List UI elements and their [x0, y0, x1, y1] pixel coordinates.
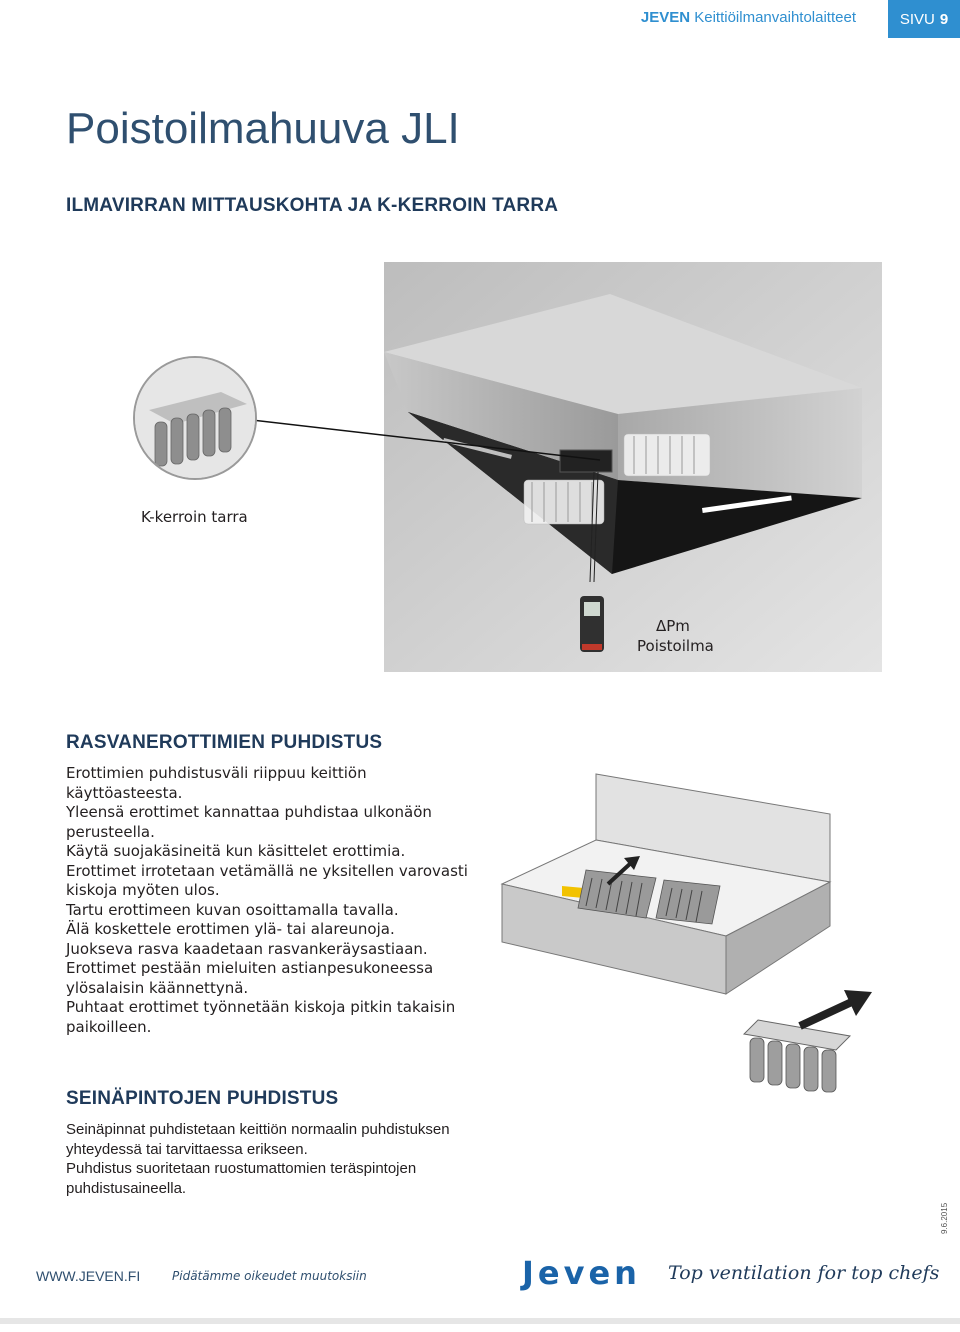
document-date: 9.6.2015 [940, 1202, 949, 1234]
instruction-line: Erottimet pestään mieluiten astianpesukoneessa [66, 959, 434, 977]
footer-url[interactable]: WWW.JEVEN.FI [36, 1268, 141, 1284]
section-heading-measurement: ILMAVIRRAN MITTAUSKOHTA JA K-KERROIN TARRA [66, 195, 559, 216]
instruction-line: Seinäpinnat puhdistetaan keittiön normaalin puhdistuksen [66, 1121, 450, 1138]
instruction-line: Juokseva rasva kaadetaan rasvankeräysastiaan. [66, 939, 428, 958]
instruction-line: perusteella. [66, 822, 155, 841]
hood-drawing [496, 766, 846, 996]
instruction-line: kiskoja myöten ulos. [66, 881, 220, 899]
label-poistoilma: Poistoilma [637, 637, 714, 655]
label-delta-pm: ΔPm [656, 617, 690, 635]
hood-drawing-svg [496, 766, 846, 996]
instruction-line: Yleensä erottimet kannattaa puhdistaa ulkonäön [66, 803, 432, 821]
wall-cleaning-instructions [66, 1120, 506, 1198]
instruction-line: ylösalaisin käännettynä. [66, 978, 249, 997]
instruction-line: Tartu erottimeen kuvan osoittamalla tavalla. [66, 900, 399, 919]
label-k-factor: K-kerroin tarra [141, 508, 248, 526]
filter-removal-drawing [740, 986, 890, 1098]
page-number: 9 [939, 10, 949, 28]
filter-closeup-circle [133, 356, 257, 480]
instruction-line: Käytä suojakäsineitä kun käsittelet erottimia. [66, 842, 406, 860]
jeven-logo: Jeven [522, 1254, 641, 1292]
footer-bar [0, 1318, 960, 1324]
footer-slogan: Top ventilation for top chefs [668, 1262, 940, 1284]
grease-filter-instructions [66, 764, 486, 1037]
page-label: SIVU [899, 10, 935, 28]
filter-closeup [135, 358, 255, 478]
filter-removal-svg [740, 986, 890, 1098]
brand-name: JEVEN [640, 9, 691, 26]
instruction-line: Älä koskettele erottimen ylä- tai alareunoja. [66, 920, 395, 938]
instruction-line: yhteydessä tai tarvittaessa erikseen. [66, 1140, 308, 1158]
footer-note: Pidätämme oikeudet muutoksiin [172, 1269, 367, 1283]
instruction-line: Erottimien puhdistusväli riippuu keittiön käyttöasteesta. [66, 764, 367, 802]
instruction-line: paikoilleen. [66, 1017, 152, 1036]
section-heading-grease-filters: RASVANEROTTIMIEN PUHDISTUS [66, 732, 383, 753]
instruction-line: Puhtaat erottimet työnnetään kiskoja pitkin takaisin [66, 998, 456, 1016]
brand-subtitle: Keittiöilmanvaihtolaitteet [694, 9, 856, 26]
instruction-line: Erottimet irrotetaan vetämällä ne yksitellen varovasti [66, 861, 468, 880]
page-title: Poistoilmahuuva JLI [66, 104, 460, 153]
section-heading-wall-cleaning: SEINÄPINTOJEN PUHDISTUS [66, 1088, 339, 1109]
instruction-line: puhdistusaineella. [66, 1179, 187, 1197]
instruction-line: Puhdistus suoritetaan ruostumattomien teräspintojen [66, 1160, 417, 1177]
